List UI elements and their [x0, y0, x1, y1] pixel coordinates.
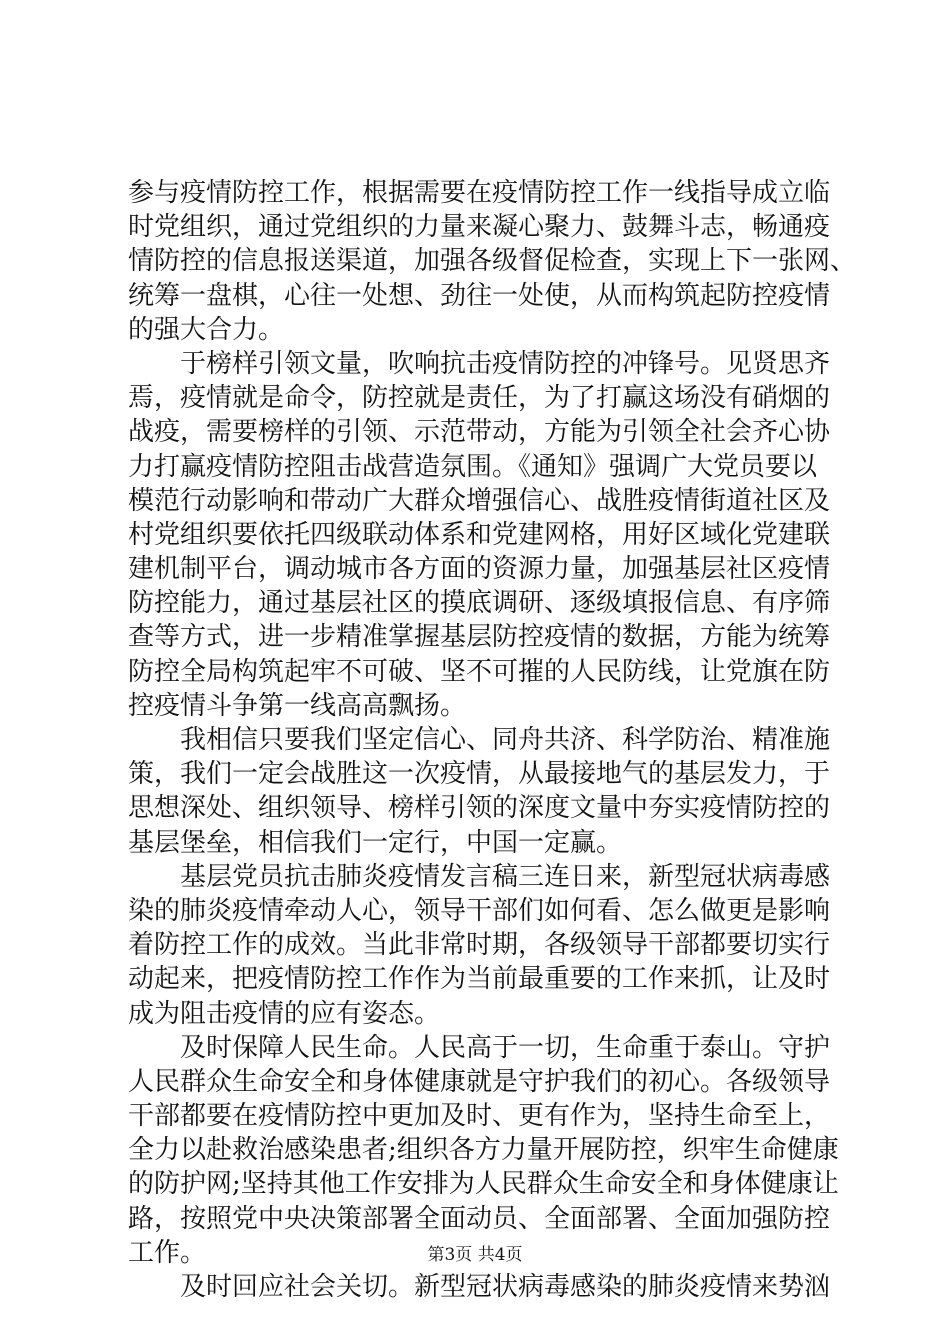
text-line: 防控能力，通过基层社区的摸底调研、逐级填报信息、有序筛	[128, 588, 831, 619]
text-line: 情防控的信息报送渠道，加强各级督促检查，实现上下一张网、	[128, 246, 857, 277]
text-line: 染的肺炎疫情牵动人心，领导干部们如何看、怎么做更是影响	[128, 895, 831, 926]
text-line: 工作。	[128, 1237, 207, 1268]
text-line: 及时回应社会关切。新型冠状病毒感染的肺炎疫情来势汹	[180, 1272, 831, 1302]
text-line: 参与疫情防控工作，根据需要在疫情防控工作一线指导成立临	[128, 178, 831, 208]
text-line: 力打赢疫情防控阻击战营造氛围。《通知》强调广大党员要以	[128, 451, 818, 482]
text-line: 策，我们一定会战胜这一次疫情，从最接地气的基层发力，于	[128, 759, 831, 790]
text-line: 路，按照党中央决策部署全面动员、全面部署、全面加强防控	[128, 1203, 831, 1234]
text-line: 统筹一盘棋，心往一处想、劲往一处使，从而构筑起防控疫情	[128, 280, 831, 311]
text-line: 控疫情斗争第一线高高飘扬。	[128, 690, 467, 721]
text-line: 基层堡垒，相信我们一定行，中国一定赢。	[128, 827, 623, 858]
text-line: 防控全局构筑起牢不可破、坚不可摧的人民防线，让党旗在防	[128, 656, 831, 687]
text-line: 我相信只要我们坚定信心、同舟共济、科学防治、精准施	[180, 725, 831, 755]
text-line: 干部都要在疫情防控中更加及时、更有作为，坚持生命至上，	[128, 1101, 831, 1132]
text-line: 时党组织，通过党组织的力量来凝心聚力、鼓舞斗志，畅通疫	[128, 212, 831, 243]
text-line: 村党组织要依托四级联动体系和党建网格，用好区域化党建联	[128, 519, 831, 550]
page-footer: 第3页 共4页	[427, 1245, 523, 1265]
text-line: 全力以赴救治感染患者;组织各方力量开展防控，织牢生命健康	[128, 1135, 839, 1166]
text-line: 基层党员抗击肺炎疫情发言稿三连日来，新型冠状病毒感	[180, 861, 831, 892]
text-line: 战疫，需要榜样的引领、示范带动，方能为引领全社会齐心协	[128, 417, 831, 448]
text-line: 的强大合力。	[128, 314, 285, 345]
text-line: 人民群众生命安全和身体健康就是守护我们的初心。各级领导	[128, 1066, 831, 1097]
text-line: 的防护网;坚持其他工作安排为人民群众生命安全和身体健康让	[128, 1169, 839, 1200]
text-line: 及时保障人民生命。人民高于一切，生命重于泰山。守护	[180, 1032, 831, 1063]
text-line: 查等方式，进一步精准掌握基层防控疫情的数据，方能为统筹	[128, 622, 831, 653]
text-line: 思想深处、组织领导、榜样引领的深度文量中夯实疫情防控的	[128, 793, 831, 824]
text-line: 着防控工作的成效。当此非常时期，各级领导干部都要切实行	[128, 930, 831, 961]
text-line: 动起来，把疫情防控工作作为当前最重要的工作来抓，让及时	[128, 964, 831, 995]
document-body	[128, 176, 857, 1304]
text-line: 建机制平台，调动城市各方面的资源力量，加强基层社区疫情	[128, 554, 831, 585]
text-line: 成为阻击疫情的应有姿态。	[128, 998, 441, 1029]
text-line: 焉，疫情就是命令，防控就是责任，为了打赢这场没有硝烟的	[128, 383, 831, 414]
text-line: 于榜样引领文量，吹响抗击疫情防控的冲锋号。见贤思齐	[180, 348, 831, 379]
text-line: 模范行动影响和带动广大群众增强信心、战胜疫情街道社区及	[128, 485, 831, 516]
